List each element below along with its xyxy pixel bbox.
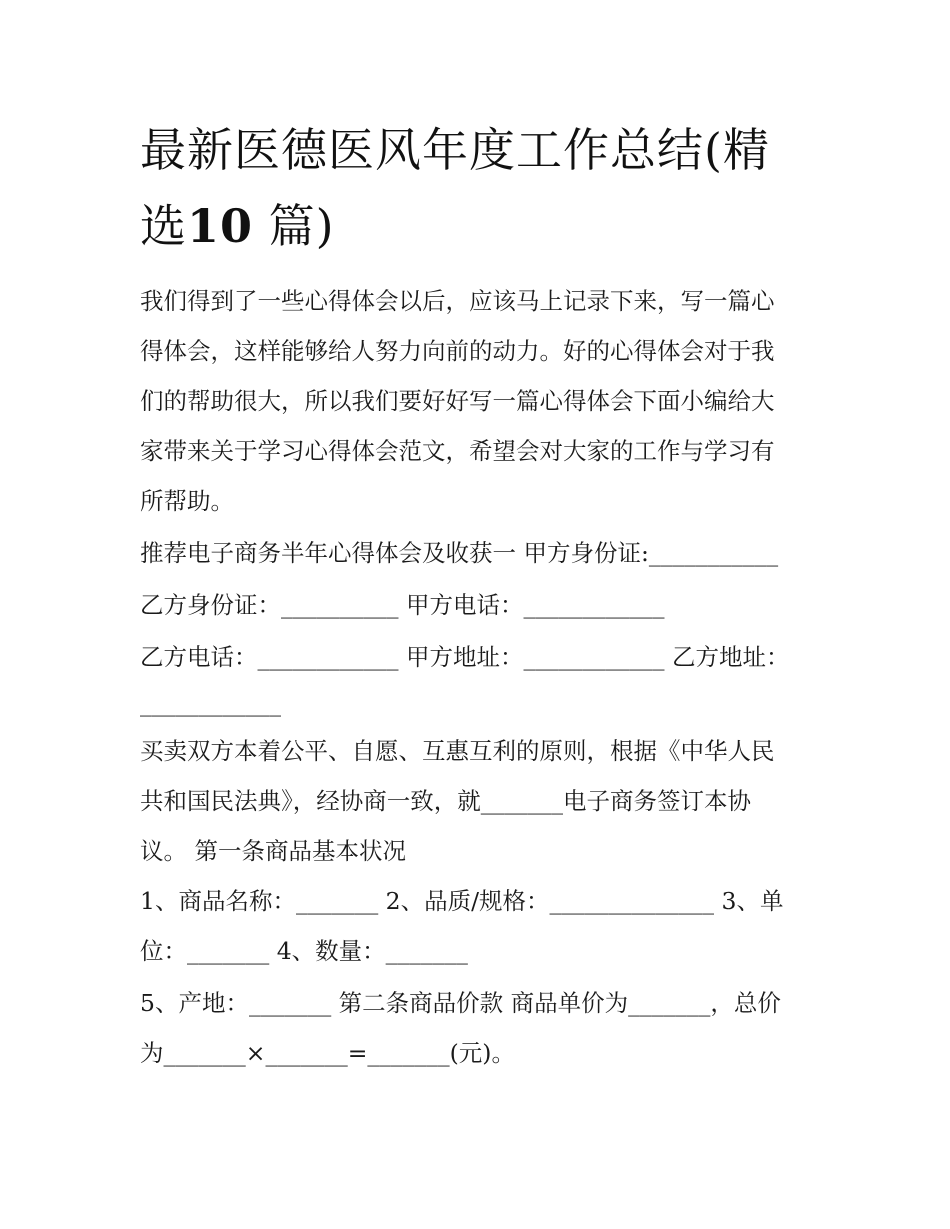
body-line: 位：_______ 4、数量：_______ — [140, 937, 468, 965]
body-line: 家带来关于学习心得体会范文，希望会对大家的工作与学习有 — [140, 437, 775, 465]
body-line: 议。 第一条商品基本状况 — [140, 837, 406, 865]
body-line: 们的帮助很大，所以我们要好好写一篇心得体会下面小编给大 — [140, 387, 775, 415]
body-line: 为_______×_______=_______(元)。 — [140, 1039, 515, 1067]
body-line: 我们得到了一些心得体会以后，应该马上记录下来，写一篇心 — [140, 287, 775, 315]
body-line: 推荐电子商务半年心得体会及收获一 甲方身份证:___________ — [140, 539, 779, 567]
body-line: 共和国民法典》，经协商一致，就_______电子商务签订本协 — [140, 787, 751, 815]
body-line: 买卖双方本着公平、自愿、互惠互利的原则，根据《中华人民 — [140, 737, 775, 765]
title-line-2-number: 10 — [187, 199, 254, 253]
title-line-2-prefix: 选 — [140, 199, 187, 253]
body-line: 所帮助。 — [140, 487, 234, 515]
body-line: 1、商品名称：_______ 2、品质/规格：______________ 3、单 — [140, 887, 784, 915]
body-line: 5、产地：_______ 第二条商品价款 商品单价为_______，总价 — [140, 989, 781, 1017]
body-line: 得体会，这样能够给人努力向前的动力。好的心得体会对于我 — [140, 337, 775, 365]
body-line: 乙方电话：____________ 甲方地址：____________ 乙方地址： — [140, 643, 790, 671]
title-line-2-suffix: 篇) — [268, 199, 335, 253]
document-title — [140, 112, 820, 264]
body-line: 乙方身份证：__________ 甲方电话：____________ — [140, 591, 665, 619]
body-line: ____________ — [140, 689, 281, 717]
title-line-1: 最新医德医风年度工作总结(精 — [140, 123, 770, 177]
